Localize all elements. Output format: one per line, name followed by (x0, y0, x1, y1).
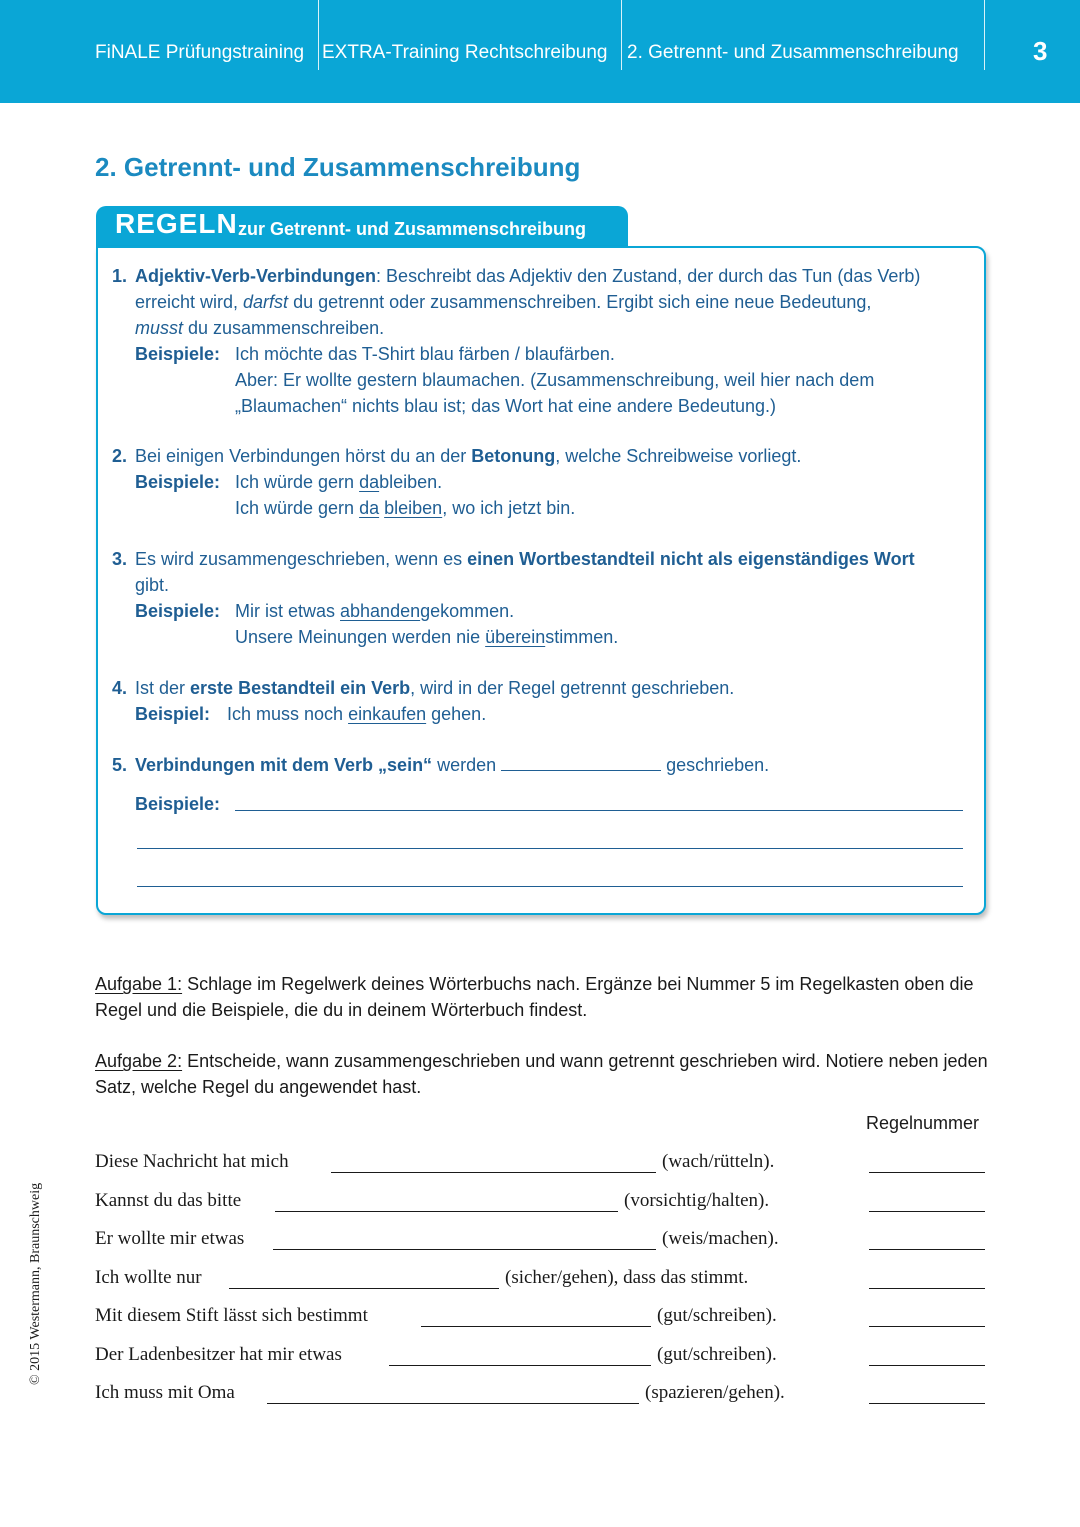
answer-line[interactable] (137, 848, 963, 849)
rule-text: erreicht wird, (135, 292, 244, 312)
rule-number-line[interactable] (869, 1172, 985, 1173)
rule-text: , wird in der Regel getrennt geschrieben. (410, 678, 735, 698)
task-text: Entscheide, wann zusammengeschrieben und wann getrennt geschrieben wird. Notiere neben jeden Satz, welche Regel du angewendet hast. (95, 1051, 988, 1097)
rule-number: 4. (112, 678, 128, 698)
exercise-row (95, 1267, 749, 1289)
example-sentence: Ich würde gern (235, 498, 360, 518)
section-title: 2. Getrennt- und Zusammenschreibung (95, 152, 581, 182)
rule-emphasis: musst (135, 318, 184, 338)
header-divider (318, 0, 319, 70)
answer-line[interactable] (389, 1365, 651, 1366)
exercise-row (95, 1305, 777, 1327)
example-sentence: Aber: Er wollte gestern blaumachen. (Zusammenschreibung, weil hier nach dem (235, 370, 875, 390)
rule-1 (112, 263, 975, 419)
exercise-prompt: Ich muss mit Oma (95, 1382, 235, 1403)
rule-number-line[interactable] (869, 1288, 985, 1289)
rule-text: Ist der (135, 678, 191, 698)
answer-line[interactable] (137, 886, 963, 887)
rule-2 (112, 443, 975, 521)
exercise-row (95, 1151, 775, 1173)
stress-underline: da (359, 498, 380, 518)
rule-text: geschrieben. (661, 755, 770, 775)
rule-text: Es wird zusammengeschrieben, wenn es (135, 549, 468, 569)
rule-number: 1. (112, 266, 128, 286)
exercise-hint: (sicher/gehen), dass das stimmt. (505, 1267, 749, 1288)
rule-5-examples (135, 791, 220, 817)
answer-line[interactable] (275, 1211, 618, 1212)
rule-keyword: erste Bestandteil ein Verb (190, 678, 411, 698)
stress-underline: da (359, 472, 380, 492)
rule-text: Bei einigen Verbindungen hörst du an der (135, 446, 472, 466)
regelnummer-header: Regelnummer (866, 1113, 980, 1133)
exercise-row (95, 1382, 785, 1404)
rule-number: 5. (112, 755, 128, 775)
exercise-prompt: Er wollte mir etwas (95, 1228, 245, 1249)
exercise-prompt: Ich wollte nur (95, 1267, 202, 1288)
exercise-hint: (gut/schreiben). (657, 1305, 777, 1326)
rule-3 (112, 546, 975, 650)
header-divider (984, 0, 985, 70)
task-2 (95, 1048, 990, 1100)
exercise-prompt: Kannst du das bitte (95, 1190, 242, 1211)
rule-keyword: Betonung (471, 446, 556, 466)
example-sentence: „Blaumachen“ nichts blau ist; das Wort hat eine andere Bedeutung.) (235, 396, 776, 416)
rule-5-blank[interactable] (501, 752, 661, 771)
example-sentence: Ich muss noch (227, 704, 349, 724)
rule-number-line[interactable] (869, 1365, 985, 1366)
example-sentence: gehen. (426, 704, 487, 724)
examples-label: Beispiel: (135, 704, 211, 724)
stress-underline: bleiben (384, 498, 443, 518)
answer-line[interactable] (267, 1403, 639, 1404)
examples-label: Beispiele: (135, 472, 221, 492)
exercise-prompt: Diese Nachricht hat mich (95, 1151, 289, 1172)
answer-line[interactable] (421, 1326, 651, 1327)
header-book-title: EXTRA-Training Rechtschreibung (322, 42, 608, 63)
exercise-row (95, 1344, 777, 1366)
page-number: 3 (1033, 36, 1048, 66)
answer-line[interactable] (331, 1172, 656, 1173)
example-sentence: Unsere Meinungen werden nie (235, 627, 486, 647)
rule-number-line[interactable] (869, 1211, 985, 1212)
example-sentence: Mir ist etwas (235, 601, 341, 621)
rule-keyword: einen Wortbestandteil nicht als eigenständiges Wort (467, 549, 915, 569)
examples-label: Beispiele: (135, 794, 221, 814)
exercise-prompt: Der Ladenbesitzer hat mir etwas (95, 1344, 342, 1365)
rules-tab-title: REGELN (115, 208, 238, 239)
answer-line[interactable] (229, 1288, 499, 1289)
exercise-hint: (spazieren/gehen). (645, 1382, 785, 1403)
exercise-row (95, 1228, 779, 1250)
copyright-notice: © 2015 Westermann, Braunschweig (28, 1182, 43, 1385)
example-sentence: Ich würde gern (235, 472, 360, 492)
rules-tab-subtitle: zur Getrennt- und Zusammenschreibung (238, 219, 587, 239)
exercise-prompt: Mit diesem Stift lässt sich bestimmt (95, 1305, 368, 1326)
exercise-hint: (vorsichtig/halten). (624, 1190, 770, 1211)
exercise-row (95, 1190, 770, 1212)
example-sentence: bleiben. (379, 472, 443, 492)
examples-label: Beispiele: (135, 344, 221, 364)
rule-text: : Beschreibt das Adjektiv den Zustand, der durch das Tun (das Verb) (376, 266, 921, 286)
stress-underline: abhanden (340, 601, 421, 621)
rule-text: du getrennt oder zusammenschreiben. Ergibt sich eine neue Bedeutung, (288, 292, 872, 312)
exercise-hint: (gut/schreiben). (657, 1344, 777, 1365)
stress-underline: einkaufen (348, 704, 427, 724)
rule-number: 2. (112, 446, 128, 466)
example-sentence: Ich möchte das T-Shirt blau färben / blaufärben. (235, 344, 615, 364)
rule-4 (112, 675, 975, 727)
rule-number-line[interactable] (869, 1403, 985, 1404)
rule-5 (112, 752, 975, 778)
rule-number-line[interactable] (869, 1326, 985, 1327)
header-divider (621, 0, 622, 70)
example-sentence: , wo ich jetzt bin. (442, 498, 576, 518)
example-sentence: gekommen. (420, 601, 515, 621)
rule-emphasis: darfst (243, 292, 289, 312)
rule-text: werden (432, 755, 502, 775)
header-series-title: FiNALE Prüfungstraining (95, 42, 305, 63)
rule-heading: Adjektiv-Verb-Verbindungen (135, 266, 377, 286)
page-header (0, 0, 1080, 103)
examples-label: Beispiele: (135, 601, 221, 621)
rule-heading: Verbindungen mit dem Verb „sein“ (135, 755, 433, 775)
rule-text: du zusammenschreiben. (183, 318, 385, 338)
rule-number-line[interactable] (869, 1249, 985, 1250)
task-text: Schlage im Regelwerk deines Wörterbuchs nach. Ergänze bei Nummer 5 im Regelkasten oben die Regel und die Beispiele, die du in deinem Wörterbuch findest. (95, 974, 974, 1020)
rule-number: 3. (112, 549, 128, 569)
rule-text: , welche Schreibweise vorliegt. (555, 446, 802, 466)
stress-underline: überein (485, 627, 546, 647)
example-sentence: stimmen. (545, 627, 619, 647)
answer-line[interactable] (273, 1249, 656, 1250)
header-chapter-title: 2. Getrennt- und Zusammenschreibung (627, 42, 959, 63)
answer-line[interactable] (235, 810, 963, 811)
exercise-hint: (wach/rütteln). (662, 1151, 775, 1172)
task-label: Aufgabe 1: (95, 974, 183, 994)
task-1 (95, 971, 990, 1023)
exercise-hint: (weis/machen). (662, 1228, 779, 1249)
rule-text: gibt. (135, 575, 170, 595)
task-label: Aufgabe 2: (95, 1051, 183, 1071)
